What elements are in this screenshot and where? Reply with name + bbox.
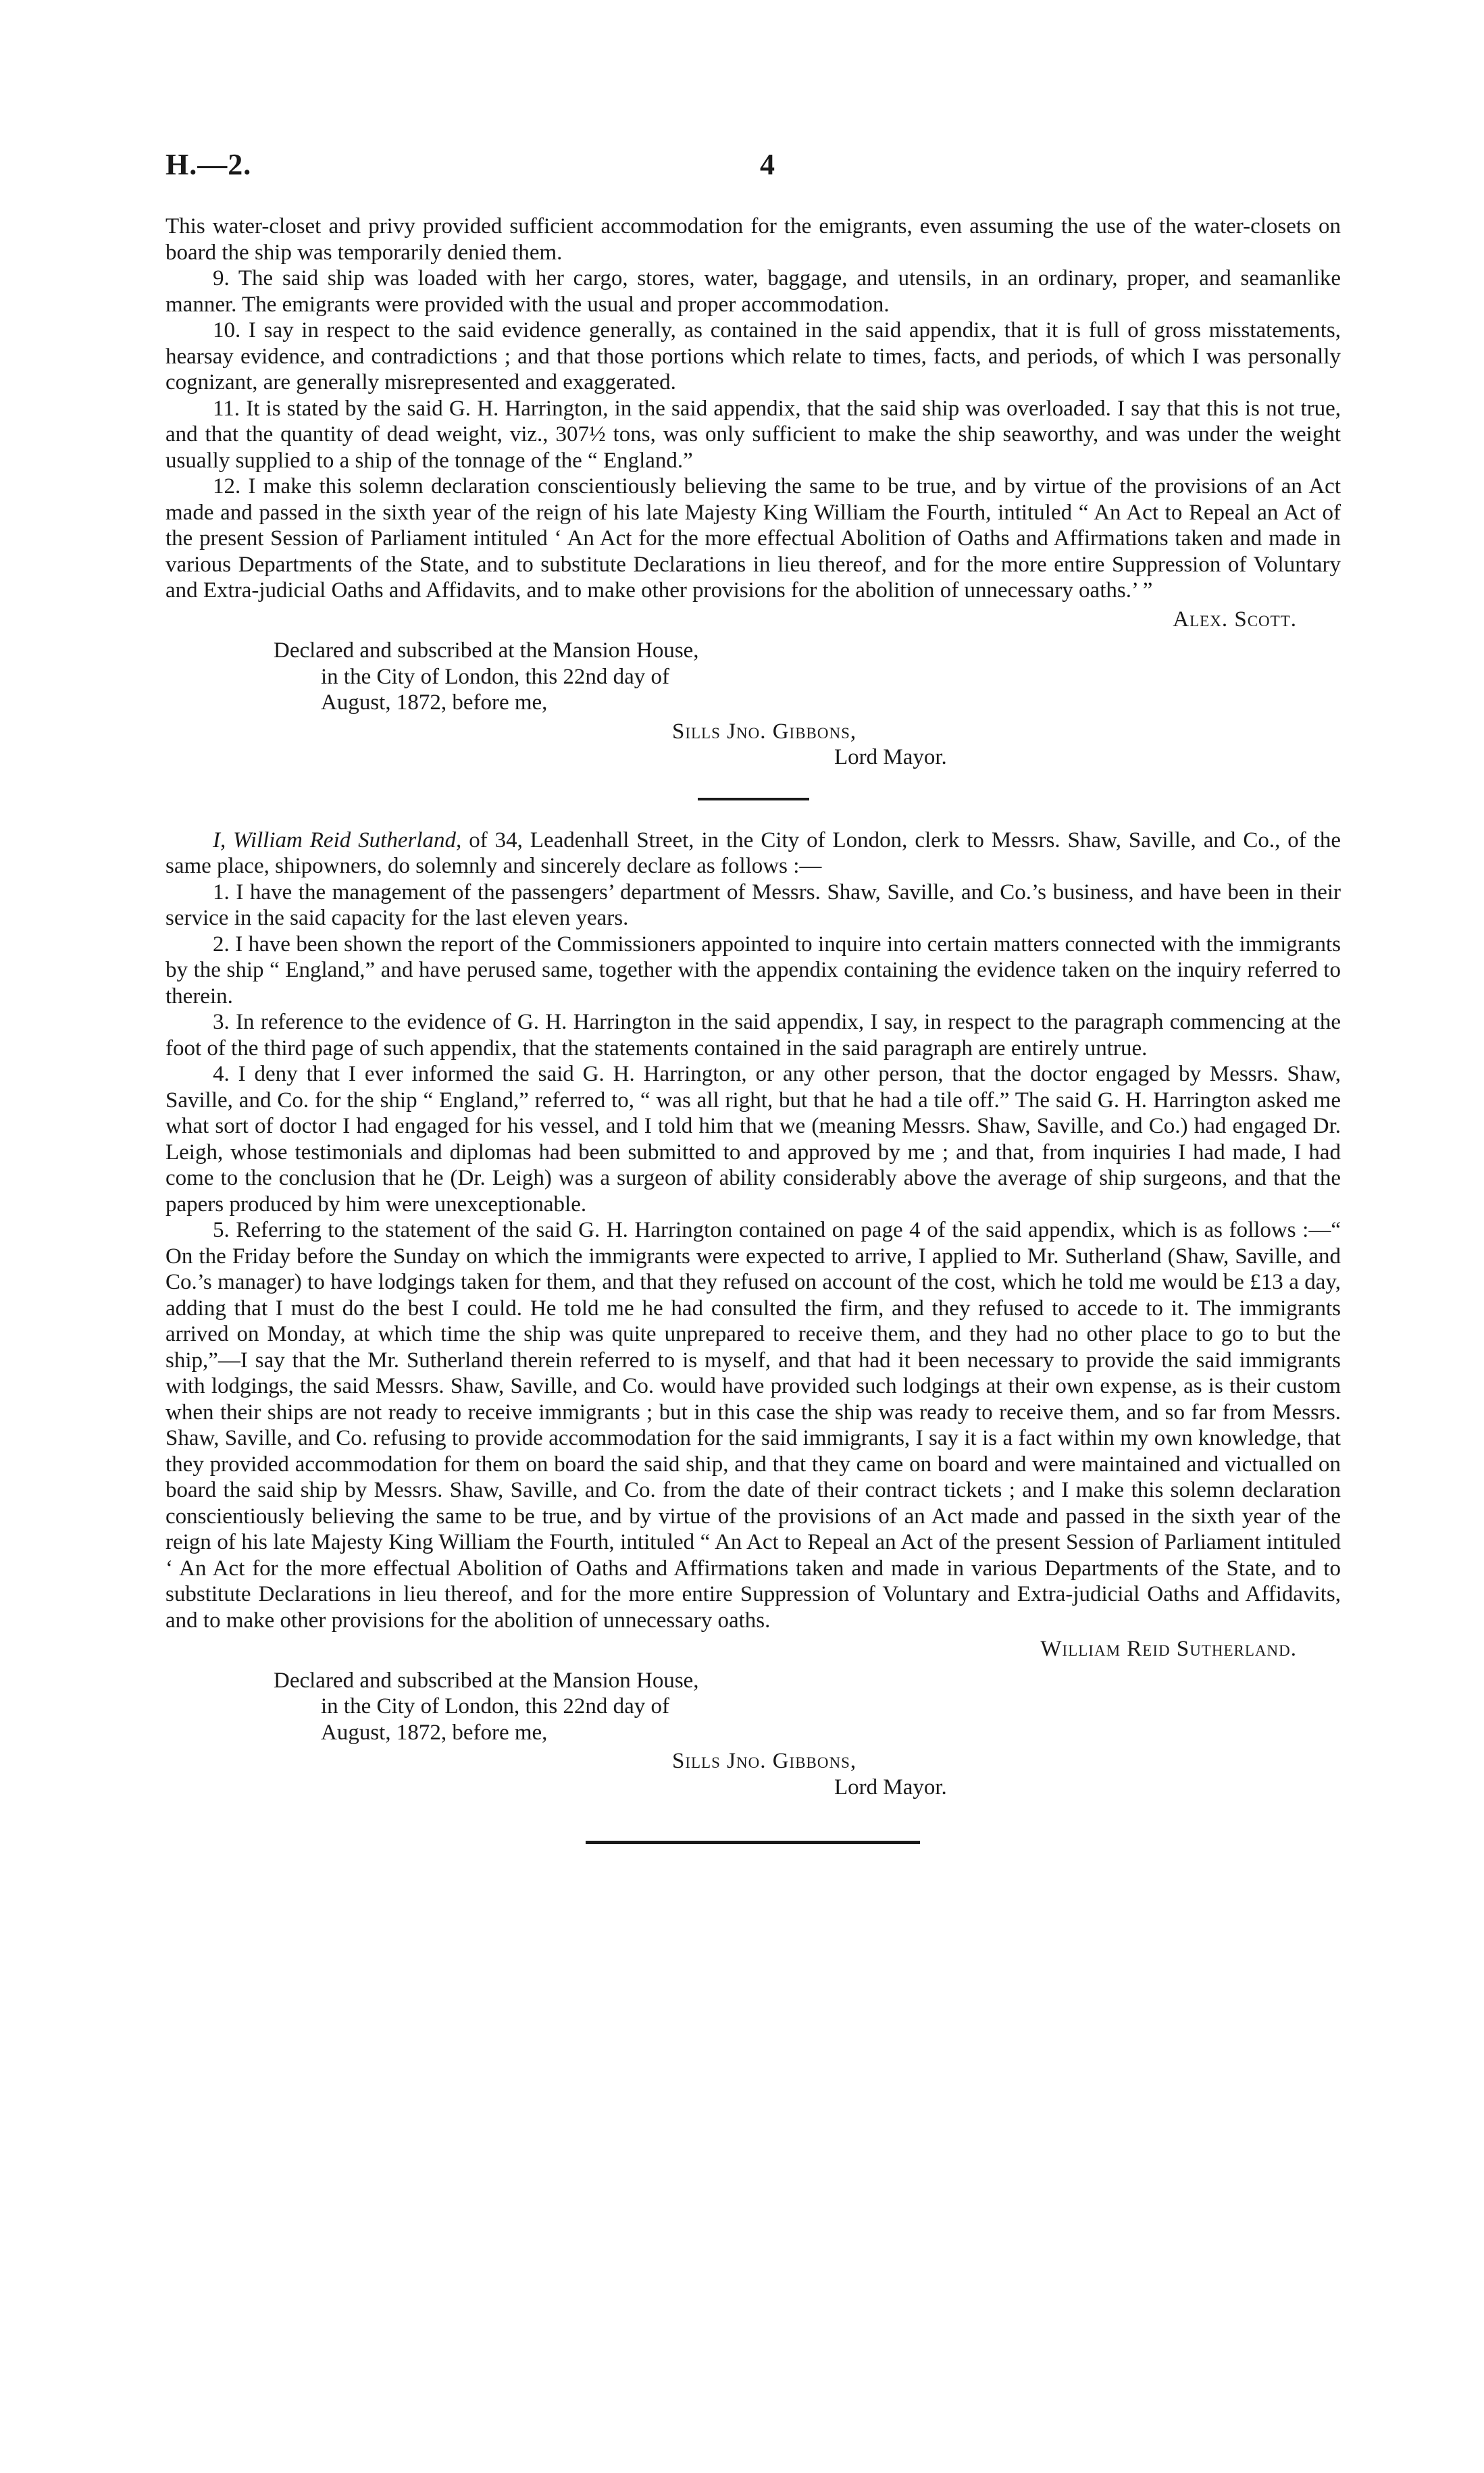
paragraph-12: 12. I make this solemn declaration conscientiously believing the same to be true, and by virtue of the provisions of an Act made and passed in the sixth year of the reign of his late Majesty King William the Fourth, intituled “ An Act to Repeal an Act of the present Session of Parliament intituled ‘ An Act for the more effectual Abolition of Oaths and Affirmations taken and made in various Departments of the State, and to substitute Declarations in lieu thereof, and for the more entire Suppression of Voluntary and Extra-judicial Oaths and Affidavits, and to make other provisions for the abolition of unnecessary oaths.’ ” bbox=[165, 474, 1341, 603]
end-rule bbox=[586, 1841, 920, 1844]
lord-mayor-signature-2 bbox=[672, 1748, 1341, 1800]
paragraph-2: 2. I have been shown the report of the Commissioners appointed to inquire into certain matters connected with the immigrants by the ship “ England,” and have perused same, together with the appendix containing the evidence taken on the inquiry referred to therein. bbox=[165, 932, 1341, 1009]
paragraph-9: 9. The said ship was loaded with her cargo, stores, water, baggage, and utensils, in an ordinary, proper, and seamanlike manner. The emigrants were provided with the usual and proper accommodation. bbox=[165, 266, 1341, 317]
attestation-line-3: August, 1872, before me, bbox=[321, 1720, 548, 1745]
page-number: 4 bbox=[760, 148, 775, 181]
paragraph-4: 4. I deny that I ever informed the said G. H. Harrington, or any other person, that the doctor engaged by Messrs. Shaw, Saville, and Co. for the ship “ England,” referred to, “ was all right, but that he had a tile off.” The said G. H. Harrington asked me what sort of doctor I had engaged for his vessel, and I told him that we (meaning Messrs. Shaw, Saville, and Co.) had engaged Dr. Leigh, whose testimonials and diplomas had been submitted to and approved by me ; and that, from inquiries I had made, I had come to the conclusion that he (Dr. Leigh) was a surgeon of ability considerably above the average of ship surgeons, and that the papers produced by him were unexceptionable. bbox=[165, 1062, 1341, 1217]
attestation-line-2: in the City of London, this 22nd day of bbox=[321, 664, 670, 689]
attestation-line-1: Declared and subscribed at the Mansion House, bbox=[274, 1668, 699, 1693]
signatory-sutherland: William Reid Sutherland. bbox=[1040, 1637, 1297, 1661]
paragraph-10: 10. I say in respect to the said evidence generally, as contained in the said appendix, that it is full of gross misstatements, hearsay evidence, and contradictions ; and that those portions which relate to times, facts, and periods, of which I was personally cognizant, are generally misrepresented and exaggerated. bbox=[165, 318, 1341, 394]
paragraph-intro: This water-closet and privy provided sufficient accommodation for the emigrants, even assuming the use of the water-closets on board the ship was temporarily denied them. bbox=[165, 214, 1341, 265]
mayor-name: Sills Jno. Gibbons, bbox=[672, 719, 857, 744]
page-header bbox=[165, 147, 1341, 188]
document-reference: H.—2. bbox=[165, 148, 252, 181]
lord-mayor-signature bbox=[672, 719, 1341, 771]
paragraph-1: 1. I have the management of the passengers’ department of Messrs. Shaw, Saville, and Co.’s business, and have been in their service in the said capacity for the last eleven years. bbox=[165, 879, 1341, 930]
section-divider bbox=[698, 798, 809, 800]
attestation-line-3: August, 1872, before me, bbox=[321, 690, 548, 715]
mayor-name: Sills Jno. Gibbons, bbox=[672, 1749, 857, 1773]
mayor-title: Lord Mayor. bbox=[834, 1775, 947, 1800]
paragraph-5: 5. Referring to the statement of the said G. H. Harrington contained on page 4 of the said appendix, which is as follows :—“ On the Friday before the Sunday on which the immigrants were expected to arrive, I applied to Mr. Sutherland (Shaw, Saville, and Co.’s manager) to have lodgings taken for them, and that they refused on account of the cost, which he told me would be £13 a day, adding that I must do the best I could. He told me he had consulted the firm, and they refused to accede to it. The immigrants arrived on Monday, at which time the ship was quite unprepared to receive them, and they had no other place to go to but the ship,”—I say that the Mr. Sutherland therein referred to is myself, and that had it been necessary to provide the said immigrants with lodgings, the said Messrs. Shaw, Saville, and Co. would have provided such lodgings at their own expense, as is their custom when their ships are not ready to receive immigrants ; but in this case the ship was ready to receive them, and so far from Messrs. Shaw, Saville, and Co. refusing to provide accommodation for the said immigrants, I say it is a fact within my own knowledge, that they provided accommodation for them on board the said ship, and that they came on board and were maintained and victualled on board the said ship by Messrs. Shaw, Saville, and Co. from the date of their contract tickets ; and I make this solemn declaration conscientiously believing the same to be true, and by virtue of the provisions of an Act made and passed in the sixth year of the reign of his late Majesty King William the Fourth, intituled “ An Act to Repeal an Act of the present Session of Parliament intituled ‘ An Act for the more effectual Abolition of Oaths and Affirmations taken and made in various Departments of the State, and to substitute Declarations in lieu thereof, and for the more entire Suppression of Voluntary and Extra-judicial Oaths and Affidavits, and to make other provisions for the abolition of unnecessary oaths. bbox=[165, 1218, 1341, 1633]
declarant-name: I, William Reid Sutherland, bbox=[213, 827, 462, 852]
declaration-scott bbox=[165, 213, 1341, 771]
paragraph-11: 11. It is stated by the said G. H. Harrington, in the said appendix, that the said ship was overloaded. I say that this is not true, and that the quantity of dead weight, viz., 307½ tons, was only sufficient to make the ship seaworthy, and was under the weight usually supplied to a ship of the tonnage of the “ England.” bbox=[165, 396, 1341, 473]
attestation-line-1: Declared and subscribed at the Mansion House, bbox=[274, 638, 699, 663]
declaration-attestation-2 bbox=[274, 1668, 1341, 1746]
mayor-title: Lord Mayor. bbox=[834, 745, 947, 769]
attestation-line-2: in the City of London, this 22nd day of bbox=[321, 1694, 670, 1718]
declaration-attestation bbox=[274, 638, 1341, 716]
intro-rest: of 34, Leadenhall Street, in the City of London, clerk to Messrs. Shaw, Saville, and Co., of the same place, shipowners, do solemnly and sincerely declare as follows :— bbox=[165, 827, 1341, 878]
document-body bbox=[165, 213, 1341, 1844]
paragraph-3: 3. In reference to the evidence of G. H. Harrington in the said appendix, I say, in respect to the paragraph commencing at the foot of the third page of such appendix, that the statements contained in the said paragraph are entirely untrue. bbox=[165, 1010, 1341, 1061]
signatory-scott: Alex. Scott. bbox=[1173, 607, 1297, 632]
declaration-sutherland bbox=[165, 827, 1341, 1801]
paragraph-sutherland-intro bbox=[165, 827, 1341, 879]
